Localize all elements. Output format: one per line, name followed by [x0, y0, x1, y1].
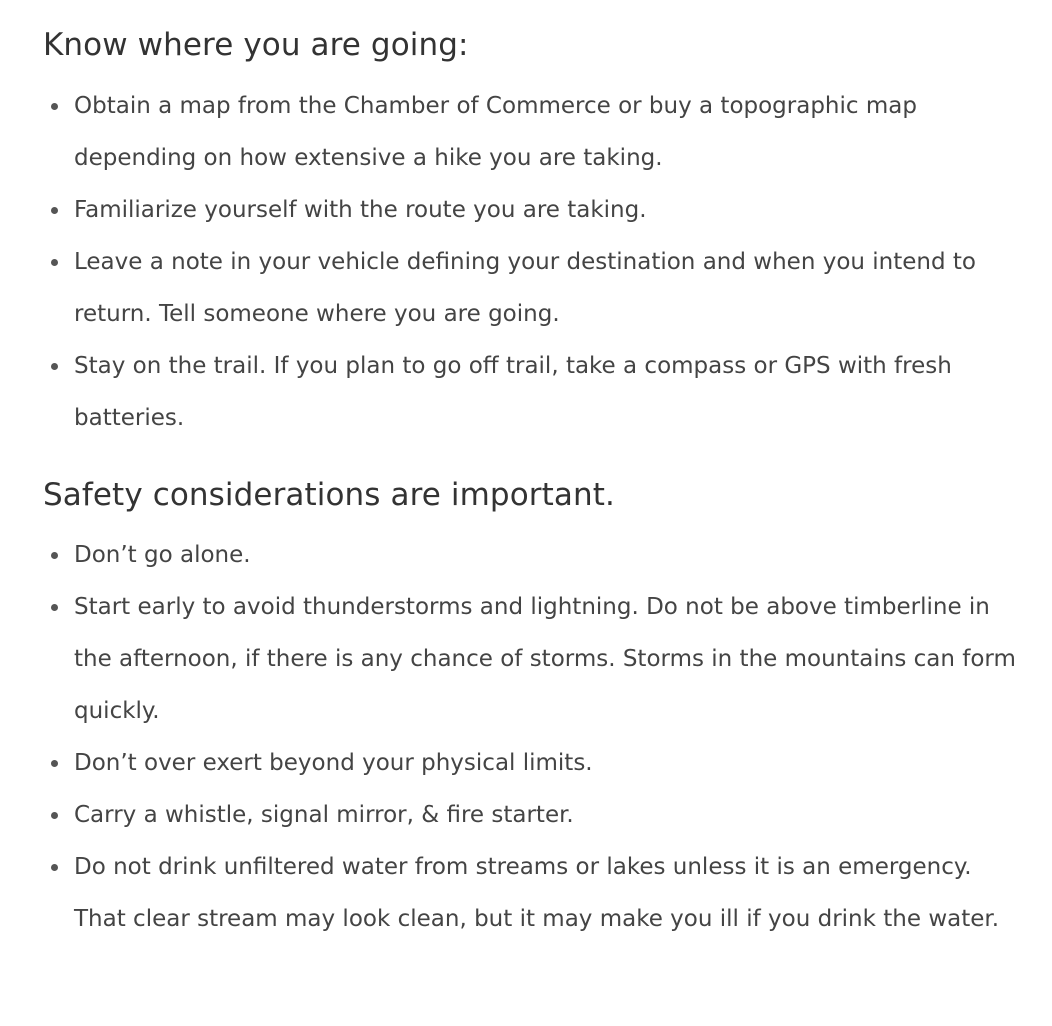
section-heading-know-where: Know where you are going: [43, 27, 469, 63]
bullet-dot-icon [51, 812, 58, 819]
list-item [43, 529, 1024, 581]
bullet-list-navigation-tips [43, 80, 1024, 444]
list-item-text: Familiarize yourself with the route you are taking. [74, 197, 647, 223]
list-item [43, 737, 1024, 789]
list-item [43, 80, 1024, 184]
bullet-dot-icon [51, 864, 58, 871]
list-item-text: Carry a whistle, signal mirror, & fire starter. [74, 802, 574, 828]
list-item-text: Obtain a map from the Chamber of Commerce or buy a topographic map depending on how extensive a hike you are taking. [74, 93, 917, 171]
bullet-dot-icon [51, 259, 58, 266]
list-item [43, 340, 1024, 444]
list-item-text: Start early to avoid thunderstorms and lightning. Do not be above timberline in the afternoon, if there is any chance of storms. Storms in the mountains can form quickly. [74, 594, 1016, 724]
bullet-dot-icon [51, 760, 58, 767]
section-heading-safety: Safety considerations are important. [43, 477, 615, 513]
bullet-dot-icon [51, 207, 58, 214]
list-item-text: Don’t go alone. [74, 542, 251, 568]
bullet-dot-icon [51, 103, 58, 110]
bullet-dot-icon [51, 363, 58, 370]
bullet-dot-icon [51, 604, 58, 611]
list-item [43, 581, 1024, 737]
list-item-text: Do not drink unfiltered water from streams or lakes unless it is an emergency. That clear stream may look clean, but it may make you ill if you drink the water. [74, 854, 1000, 932]
list-item-text: Don’t over exert beyond your physical limits. [74, 750, 593, 776]
list-item [43, 789, 1024, 841]
list-item [43, 184, 1024, 236]
list-item [43, 236, 1024, 340]
bullet-list-safety-tips [43, 529, 1024, 945]
list-item-text: Leave a note in your vehicle defining your destination and when you intend to return. Tell someone where you are going. [74, 249, 976, 327]
list-item [43, 841, 1024, 945]
list-item-text: Stay on the trail. If you plan to go off trail, take a compass or GPS with fresh batteries. [74, 353, 952, 431]
bullet-dot-icon [51, 552, 58, 559]
